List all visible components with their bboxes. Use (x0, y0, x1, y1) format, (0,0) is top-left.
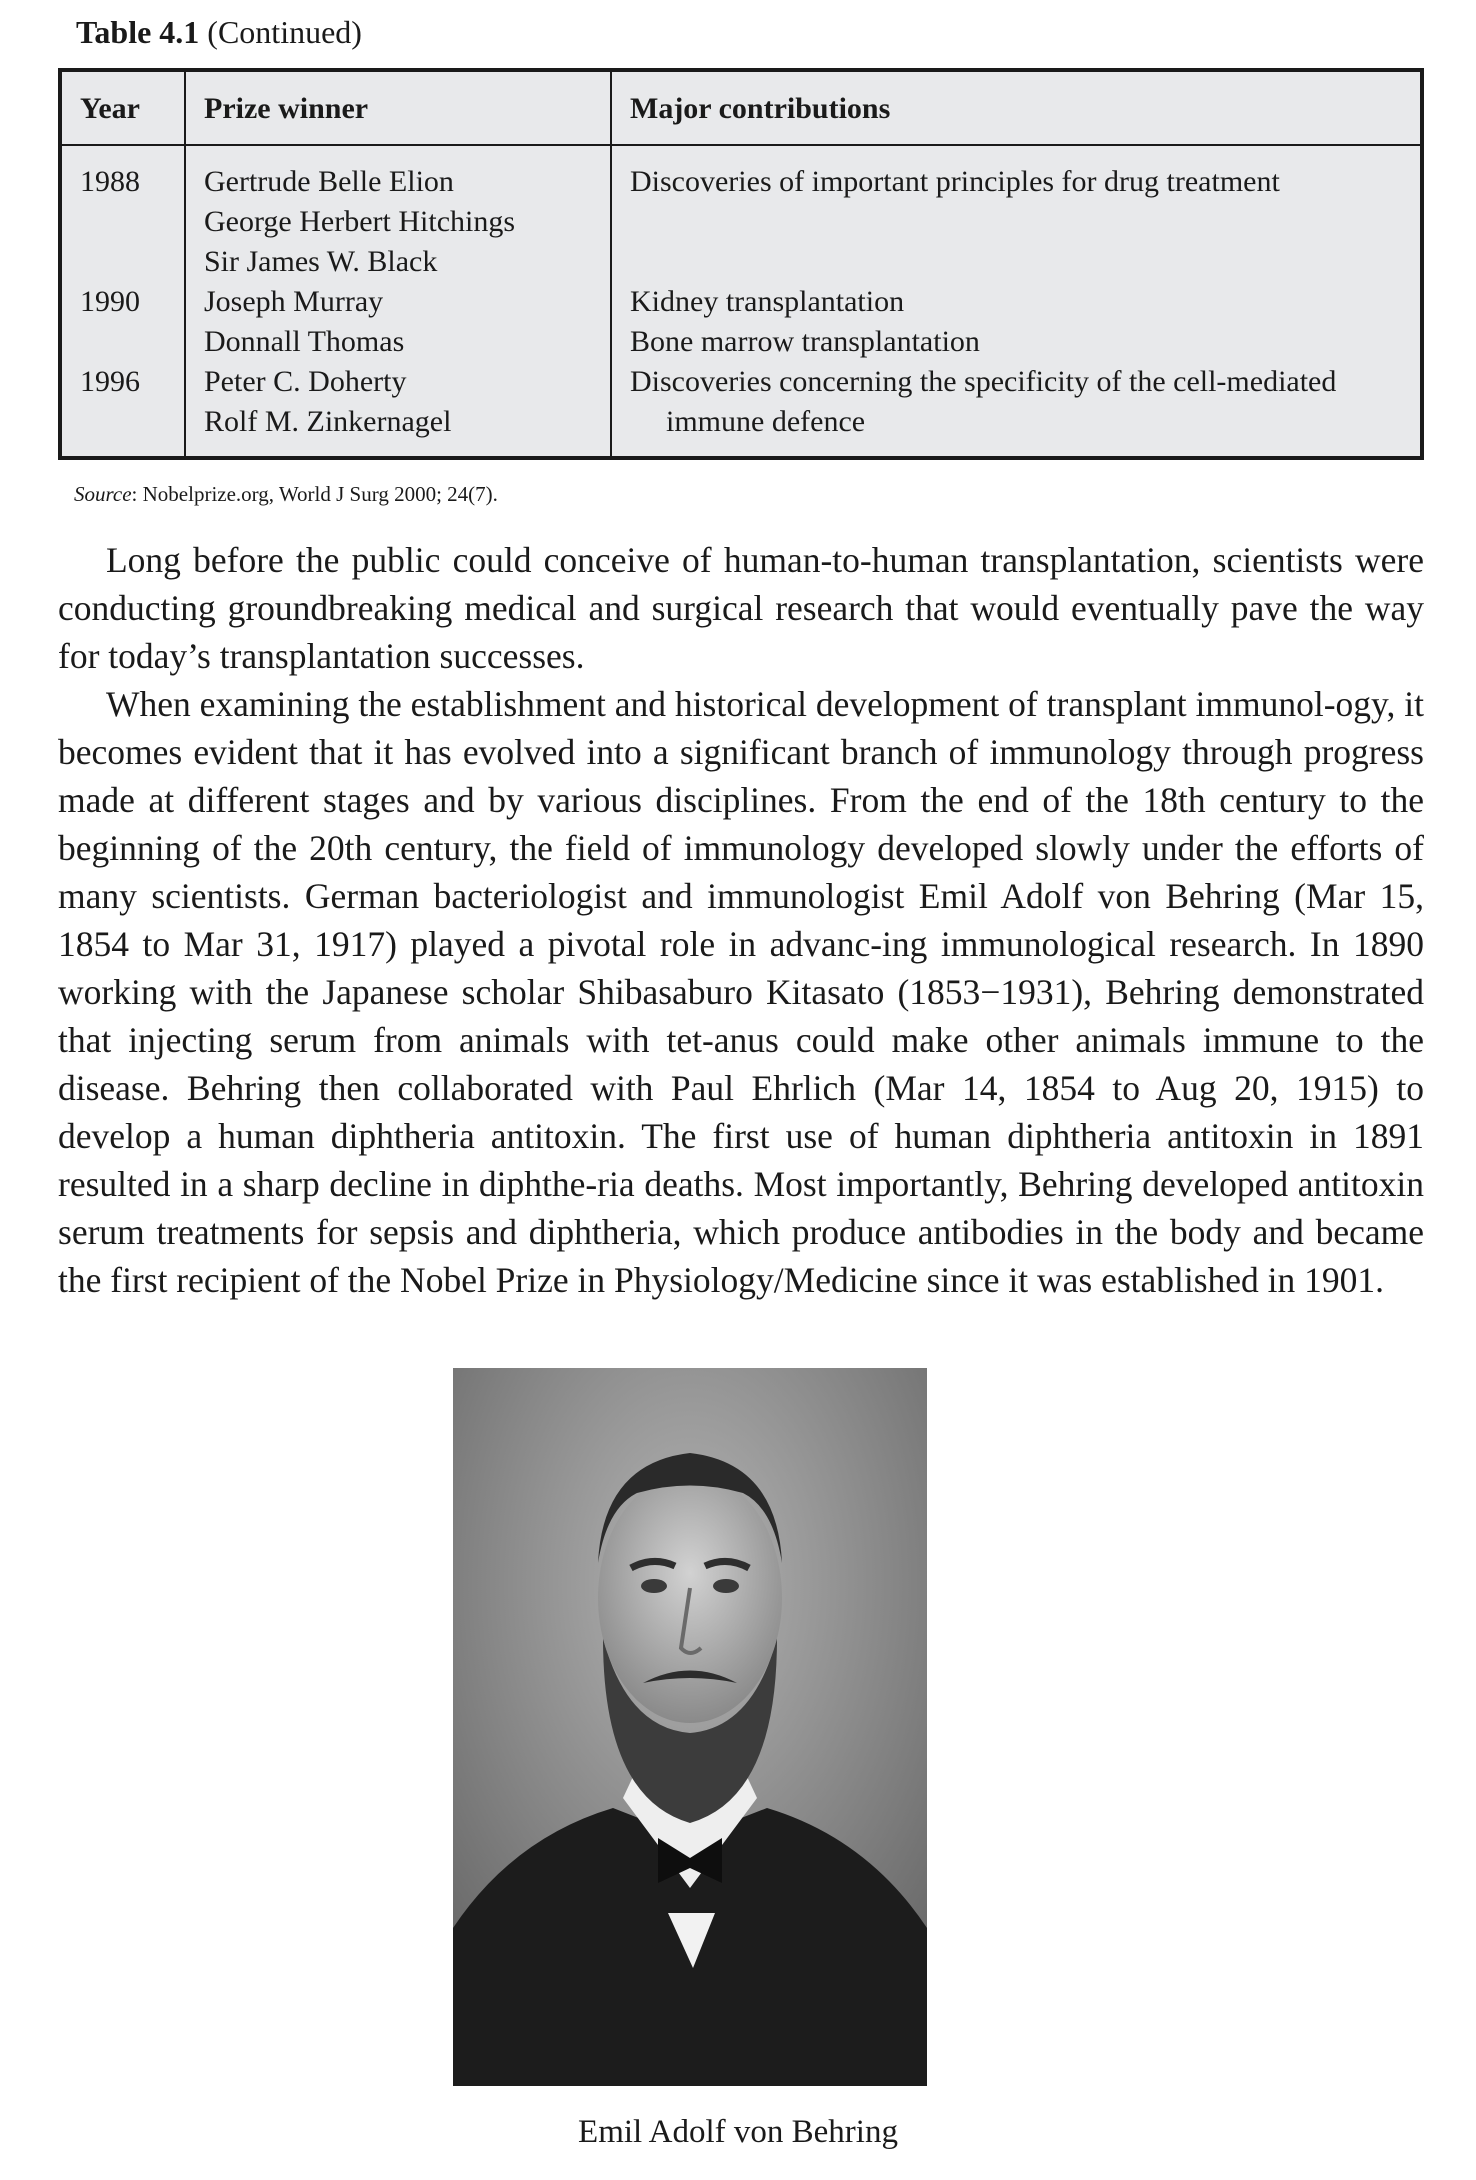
cell-year: 1996 (60, 362, 185, 402)
table-row (60, 282, 1422, 322)
source-label: Source (74, 482, 132, 506)
column-header-major-contributions: Major contributions (611, 70, 1422, 145)
cell-winner: Joseph Murray (185, 282, 611, 322)
cell-year (60, 242, 185, 282)
portrait-illustration (453, 1368, 927, 2086)
cell-winner: Sir James W. Black (185, 242, 611, 282)
cell-contribution: Discoveries concerning the specificity of the cell-mediated (630, 365, 1337, 398)
cell-year (60, 402, 185, 458)
table-row (60, 145, 1422, 202)
cell-year: 1988 (60, 145, 185, 202)
body-text (58, 536, 1424, 1304)
table-row (60, 402, 1422, 458)
table-row (60, 322, 1422, 362)
table-caption-suffix: (Continued) (207, 14, 362, 50)
cell-winner: Gertrude Belle Elion (185, 145, 611, 202)
page (58, 10, 1424, 1304)
cell-winner: Rolf M. Zinkernagel (185, 402, 611, 458)
cell-winner: Donnall Thomas (185, 322, 611, 362)
cell-contribution: Kidney transplantation (630, 285, 905, 318)
cell-contribution (611, 242, 1422, 282)
cell-winner: George Herbert Hitchings (185, 202, 611, 242)
cell-contribution: Bone marrow transplantation (630, 325, 980, 358)
cell-contribution (611, 402, 1422, 458)
table-row (60, 202, 1422, 242)
cell-year (60, 322, 185, 362)
cell-year: 1990 (60, 282, 185, 322)
table-caption (76, 10, 1424, 54)
column-header-prize-winner: Prize winner (185, 70, 611, 145)
cell-year (60, 202, 185, 242)
table-caption-label: Table 4.1 (76, 14, 200, 50)
source-text: : Nobelprize.org, World J Surg 2000; 24(7). (131, 482, 498, 506)
table-source-note (74, 480, 1424, 508)
paragraph: When examining the establishment and historical development of transplant immunol-ogy, it becomes evident that it has evolved into a significant branch of immunology through progress made at different stages and by various disciplines. From the end of the 18th century to the beginning of the 20th century, the field of immunology developed slowly under the efforts of many scientists. German bacteriologist and immunologist Emil Adolf von Behring (Mar 15, 1854 to Mar 31, 1917) played a pivotal role in advanc-ing immunological research. In 1890 working with the Japanese scholar Shibasaburo Kitasato (1853−1931), Behring demonstrated that injecting serum from animals with tet-anus could make other animals immune to the disease. Behring then collaborated with Paul Ehrlich (Mar 14, 1854 to Aug 20, 1915) to develop a human diphtheria antitoxin. The first use of human diphtheria antitoxin in 1891 resulted in a sharp decline in diphthe-ria deaths. Most importantly, Behring developed antitoxin serum treatments for sepsis and diphtheria, which produce antibodies in the body and became the first recipient of the Nobel Prize in Physiology/Medicine since it was established in 1901. (58, 684, 1424, 1300)
table-row (60, 242, 1422, 282)
table-row (60, 362, 1422, 402)
figure-caption: Emil Adolf von Behring (578, 2114, 898, 2150)
nobel-prize-table (58, 68, 1424, 460)
cell-contribution-continued: immune defence (666, 405, 866, 438)
paragraph: Long before the public could conceive of human-to-human transplantation, scientists were conducting groundbreaking medical and surgical research that would eventually pave the way for today’s transplantation successes. (58, 540, 1424, 676)
table-header-row (60, 70, 1422, 145)
cell-winner: Peter C. Doherty (185, 362, 611, 402)
portrait-photo (453, 1368, 927, 2086)
cell-contribution (611, 202, 1422, 242)
cell-contribution: Discoveries of important principles for drug treatment (630, 165, 1280, 198)
column-header-year: Year (60, 70, 185, 145)
